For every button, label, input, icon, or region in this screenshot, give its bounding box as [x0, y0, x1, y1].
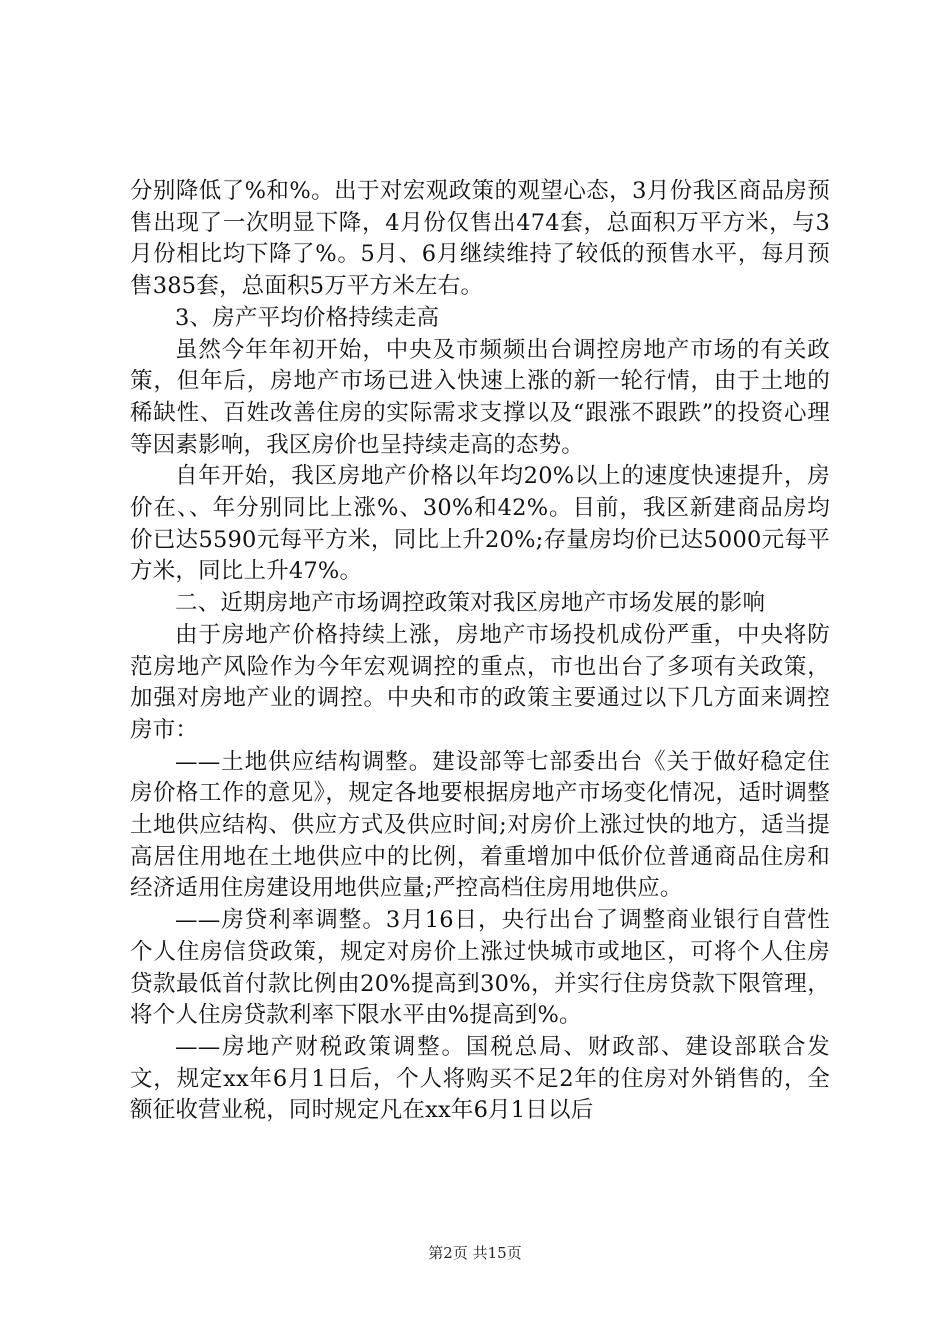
paragraph-3: 虽然今年年初开始，中央及市频频出台调控房地产市场的有关政策，但年后，房地产市场已进入快速上涨的新一轮行情，由于土地的稀缺性、百姓改善住房的实际需求支撑以及“跟涨不跟跌”的投资心理等因素影响，我区房价也呈持续走高的态势。 — [130, 336, 830, 458]
paragraph-4: 自年开始，我区房地产价格以年均20%以上的速度快速提升，房价在、、年分别同比上涨%、30%和42%。目前，我区新建商品房均价已达5590元每平方米，同比上升20%;存量房均价已达5000元每平方米，同比上升47%。 — [130, 463, 830, 585]
paragraph-2-heading: 3、房产平均价格持续走高 — [175, 304, 440, 331]
page-footer — [0, 1243, 950, 1263]
document-body — [130, 176, 830, 1127]
paragraph-6: 由于房地产价格持续上涨，房地产市场投机成份严重，中央将防范房地产风险作为今年宏观调控的重点，市也出台了多项有关政策，加强对房地产业的调控。中央和市的政策主要通过以下几方面来调控房市： — [130, 621, 830, 743]
paragraph-8: ——房贷利率调整。3月16日，央行出台了调整商业银行自营性个人住房信贷政策，规定对房价上涨过快城市或地区，可将个人住房贷款最低首付款比例由20%提高到30%，并实行住房贷款下限管理，将个人住房贷款利率下限水平由%提高到%。 — [130, 907, 830, 1029]
paragraph-1: 分别降低了%和%。出于对宏观政策的观望心态，3月份我区商品房预售出现了一次明显下降，4月份仅售出474套，总面积万平方米，与3月份相比均下降了%。5月、6月继续维持了较低的预售水平，每月预售385套，总面积5万平方米左右。 — [130, 178, 830, 300]
paragraph-7: ——土地供应结构调整。建设部等七部委出台《关于做好稳定住房价格工作的意见》，规定各地要根据房地产市场变化情况，适时调整土地供应结构、供应方式及供应时间;对房价上涨过快的地方，适当提高居住用地在土地供应中的比例，着重增加中低价位普通商品住房和经济适用住房建设用地供应量;严控高档住房用地供应。 — [130, 748, 830, 902]
paragraph-5-heading: 二、近期房地产市场调控政策对我区房地产市场发展的影响 — [175, 590, 766, 617]
page-number: 第2页 共15页 — [428, 1244, 522, 1262]
paragraph-9: ——房地产财税政策调整。国税总局、财政部、建设部联合发文，规定xx年6月1日后，个人将购买不足2年的住房对外销售的，全额征收营业税，同时规定凡在xx年6月1日以后 — [130, 1033, 830, 1124]
